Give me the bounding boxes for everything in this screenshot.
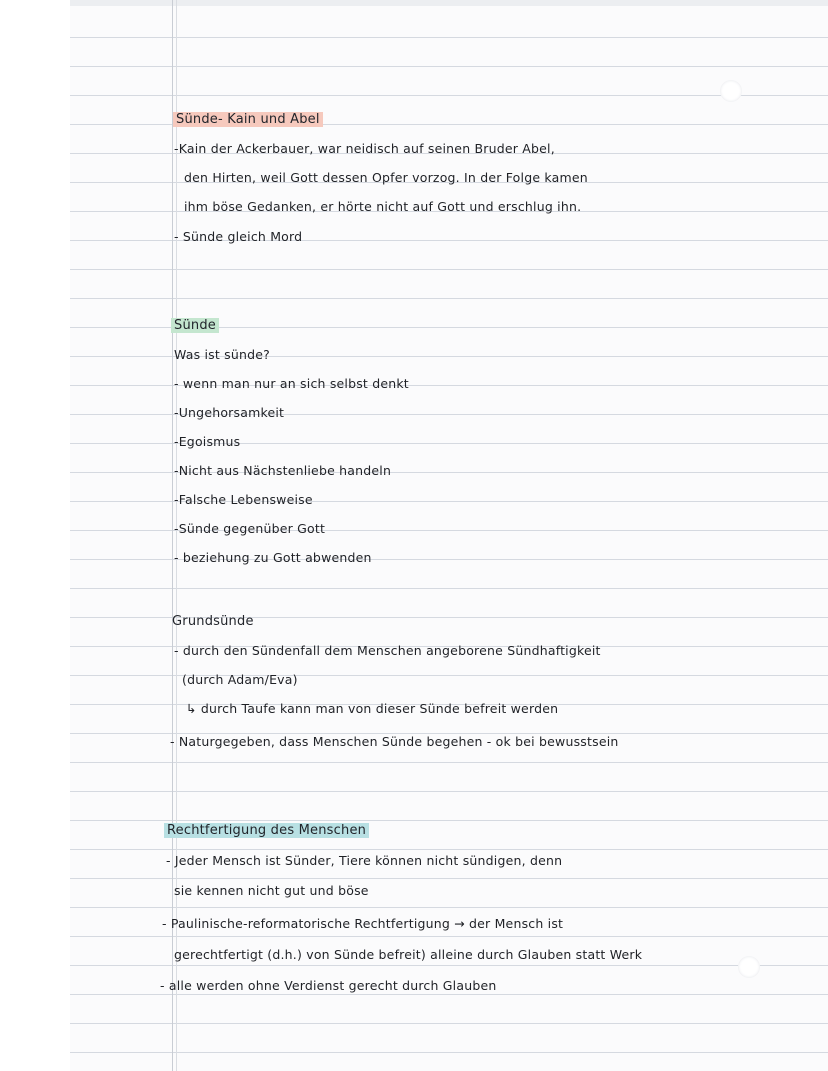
- note-line: (durch Adam/Eva): [182, 672, 298, 687]
- note-line: - Paulinische-reformatorische Rechtfertigung → der Mensch ist: [162, 916, 564, 931]
- note-line: ↳ durch Taufe kann man von dieser Sünde befreit werden: [186, 701, 559, 716]
- section-heading-rechtfertigung: [164, 823, 369, 838]
- note-line: sie kennen nicht gut und böse: [174, 883, 369, 898]
- heading-highlight: Sünde: [171, 318, 219, 333]
- heading-highlight: Sünde- Kain und Abel: [173, 112, 323, 127]
- note-line: den Hirten, weil Gott dessen Opfer vorzog. In der Folge kamen: [184, 170, 588, 185]
- note-line: -Falsche Lebensweise: [174, 492, 313, 507]
- note-line: Was ist sünde?: [174, 347, 270, 362]
- section-heading-kain-abel: [173, 112, 323, 127]
- note-line: - Naturgegeben, dass Menschen Sünde begehen - ok bei bewusstsein: [170, 734, 619, 749]
- margin-line: [172, 0, 173, 1071]
- punch-hole-top: [720, 80, 742, 102]
- page-left-edge: [0, 0, 70, 1071]
- note-line: - wenn man nur an sich selbst denkt: [174, 376, 409, 391]
- note-line: - Sünde gleich Mord: [174, 229, 303, 244]
- heading-highlight: Rechtfertigung des Menschen: [164, 823, 369, 838]
- note-line: gerechtfertigt (d.h.) von Sünde befreit) alleine durch Glauben statt Werk: [174, 947, 643, 962]
- punch-hole-bottom: [738, 956, 760, 978]
- section-heading-suende: [171, 318, 219, 333]
- section-heading-grundsuende: Grundsünde: [172, 614, 254, 629]
- note-line: - alle werden ohne Verdienst gerecht durch Glauben: [160, 978, 497, 993]
- note-line: - durch den Sündenfall dem Menschen angeborene Sündhaftigkeit: [174, 643, 601, 658]
- note-line: - beziehung zu Gott abwenden: [174, 550, 372, 565]
- note-line: - Jeder Mensch ist Sünder, Tiere können nicht sündigen, denn: [166, 853, 563, 868]
- page-top-shade: [0, 0, 828, 6]
- note-line: -Nicht aus Nächstenliebe handeln: [174, 463, 392, 478]
- note-line: ihm böse Gedanken, er hörte nicht auf Gott und erschlug ihn.: [184, 199, 582, 214]
- note-line: -Kain der Ackerbauer, war neidisch auf seinen Bruder Abel,: [174, 141, 555, 156]
- note-line: -Ungehorsamkeit: [174, 405, 285, 420]
- note-line: -Sünde gegenüber Gott: [174, 521, 326, 536]
- note-line: -Egoismus: [174, 434, 241, 449]
